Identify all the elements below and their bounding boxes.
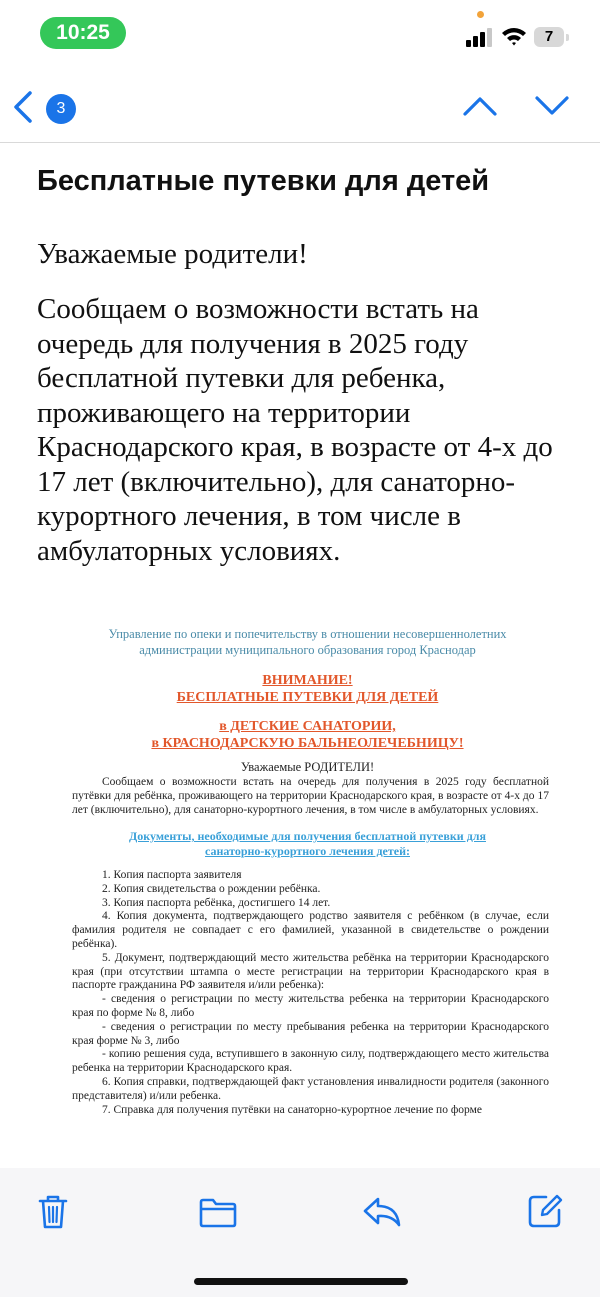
list-item: - сведения о регистрации по месту жительства ребенка на территории Краснодарского края по форме № 8, либо (72, 993, 549, 1019)
list-item: - сведения о регистрации по месту пребывания ребенка на территории Краснодарского края форме № 3, либо (72, 1020, 549, 1047)
list-item: 3. Копия паспорта ребёнка, достигшего 14 лет. (102, 896, 331, 909)
status-time[interactable]: 10:25 (40, 17, 126, 49)
email-body-text: Сообщаем о возможности встать на очередь для получения в 2025 году бесплатной путевки для ребенка, проживающего на территории Краснодарского края, в возрасте от 4-х до 17 лет (включительно), для санаторно-курортного лечения, в том числе в амбулаторных условиях. (37, 293, 553, 567)
mail-nav-bar (0, 70, 600, 143)
list-item: 4. Копия документа, подтверждающего родство заявителя с ребёнком (в случае, если фамилия родителя не совпадает с его фамилией, указанной в свидетельстве о рождении ребёнка). (72, 910, 549, 950)
doc-free-trips: БЕСПЛАТНЫЕ ПУТЕВКИ ДЛЯ ДЕТЕЙ (176, 690, 439, 705)
wifi-icon (501, 26, 527, 46)
doc-required-list (60, 869, 555, 1117)
doc-to-sanatoriums: в ДЕТСКИЕ САНАТОРИИ, (219, 719, 396, 734)
battery-icon (534, 27, 570, 47)
doc-intro: Сообщаем о возможности встать на очередь для получения в 2025 году бесплатной путёвки для ребёнка, проживающего на территории Краснодарского края, в возрасте от 4-х до 17 лет (включительно), для санаторно-курортного лечения, в том числе в амбулаторных условиях. (72, 776, 549, 816)
mail-toolbar (0, 1168, 600, 1297)
status-bar (0, 0, 600, 70)
doc-org-line-2: администрации муниципального образования город Краснодар (139, 643, 476, 657)
doc-organization (70, 626, 545, 658)
doc-docs-heading-line-1: Документы, необходимые для получения бесплатной путевки для (129, 829, 486, 843)
folder-icon[interactable] (198, 1192, 238, 1230)
trash-icon[interactable] (35, 1192, 71, 1230)
battery-level: 7 (534, 27, 564, 47)
doc-org-line-1: Управление по опеки и попечительству в отношении несовершеннолетних (108, 627, 507, 641)
reply-icon[interactable] (362, 1192, 402, 1230)
chevron-up-icon[interactable] (462, 94, 498, 118)
list-item: 6. Копия справки, подтверждающей факт установления инвалидности родителя (законного представителя) и/или ребенка. (72, 1075, 549, 1102)
list-item: 5. Документ, подтверждающий место жительства ребёнка на территории Краснодарского края (при отсутствии штампа о месте регистрации на территории Краснодарского края в паспорте гражданина РФ заявителя и/или ребенка): (72, 951, 549, 992)
email-subject: Бесплатные путевки для детей (37, 165, 490, 197)
compose-icon[interactable] (526, 1192, 564, 1230)
recording-dot-icon (477, 11, 484, 18)
doc-attention: ВНИМАНИЕ! (262, 673, 353, 688)
doc-docs-heading-line-2: санаторно-курортного лечения детей: (205, 844, 410, 858)
home-indicator[interactable] (194, 1278, 408, 1285)
list-item: - копию решения суда, вступившего в законную силу, подтверждающего место жительства ребенка на территории Краснодарского края. (72, 1048, 549, 1075)
chevron-down-icon[interactable] (534, 94, 570, 118)
list-item: 7. Справка для получения путёвки на санаторно-курортное лечение по форме (102, 1103, 482, 1116)
chevron-left-icon[interactable] (10, 90, 36, 124)
unread-count-badge[interactable]: 3 (46, 94, 76, 124)
doc-docs-heading (60, 829, 555, 859)
list-item: 2. Копия свидетельства о рождении ребёнка. (102, 882, 321, 895)
cellular-signal-icon (466, 27, 494, 47)
email-greeting: Уважаемые родители! (37, 238, 308, 270)
doc-to-balneo: в КРАСНОДАРСКУЮ БАЛЬНЕОЛЕЧЕБНИЦУ! (151, 736, 464, 751)
attached-document-image[interactable] (60, 618, 555, 1170)
doc-dear-parents: Уважаемые РОДИТЕЛИ! (240, 760, 375, 774)
list-item: 1. Копия паспорта заявителя (102, 869, 242, 881)
